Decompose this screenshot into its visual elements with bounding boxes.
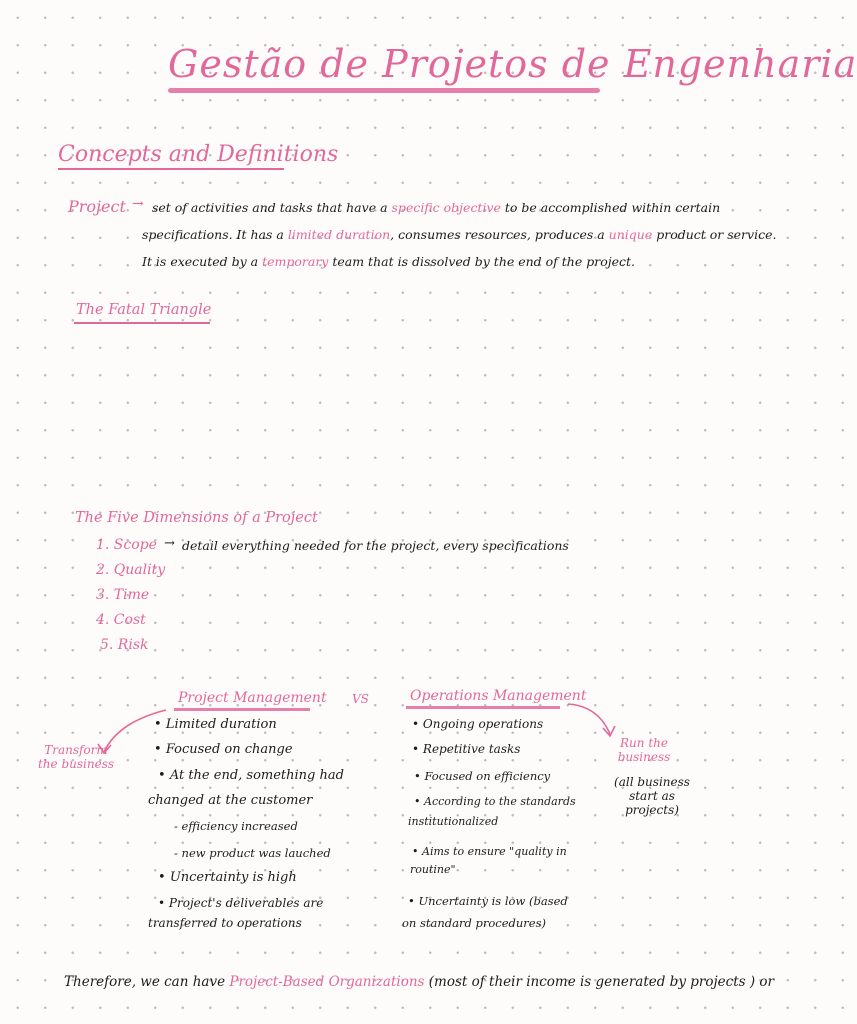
project-management-heading: Project Management <box>178 690 327 706</box>
text-fragment: , consumes resources, produces a <box>390 227 605 242</box>
pm-sub-bullet: - new product was lauched <box>174 846 331 860</box>
bullet-text: At the end, something had <box>169 768 344 783</box>
transform-note: Transform the business <box>37 743 115 771</box>
dimension-item: 4. Cost <box>96 612 146 628</box>
run-business-note: Run the business <box>617 736 671 764</box>
pm-bullet: • Project's deliverables are <box>158 896 324 910</box>
arrow-right-icon: → <box>164 536 175 551</box>
project-term: Project <box>68 197 126 216</box>
bullet-text: Aims to ensure "quality in <box>422 845 567 858</box>
highlight-project-based-organizations: Project-Based Organizations <box>229 974 425 990</box>
om-bullet-continuation: routine" <box>410 863 456 876</box>
bullet-text: Limited duration <box>165 717 277 732</box>
text-fragment: It is executed by a <box>142 254 259 269</box>
om-bullet: • Uncertainty is low (based <box>408 894 568 908</box>
text-fragment: set of activities and tasks that have a <box>152 200 388 215</box>
highlight-specific-objective: specific objective <box>391 200 501 215</box>
pm-bullet: • At the end, something had <box>158 768 344 783</box>
bullet-text: Ongoing operations <box>422 717 544 731</box>
text-fragment: specifications. It has a <box>142 227 284 242</box>
bullet-text: According to the standards <box>424 795 576 808</box>
text-fragment: product or service. <box>656 227 777 242</box>
operations-management-heading: Operations Management <box>410 688 587 704</box>
pm-bullet-continuation: changed at the customer <box>148 793 313 808</box>
highlight-temporary: temporary <box>262 254 329 269</box>
dimension-item: 2. Quality <box>96 562 166 578</box>
arrow-right-icon: → <box>132 196 144 212</box>
fatal-triangle-heading: The Fatal Triangle <box>76 302 212 318</box>
five-dimensions-heading: The Five Dimensions of a Project <box>75 510 318 526</box>
bullet-text: Focused on efficiency <box>424 769 551 783</box>
pm-sub-bullet: - efficiency increased <box>174 819 298 833</box>
pm-bullet: • Uncertainty is high <box>158 870 297 885</box>
footer-line <box>64 976 774 990</box>
pm-bullet-continuation: transferred to operations <box>148 916 302 930</box>
bullet-text: Uncertainty is high <box>169 870 297 885</box>
om-bullet: • According to the standards <box>414 795 576 808</box>
page-title: Gestão de Projetos de Engenharia <box>168 42 857 86</box>
text-fragment: (most of their income is generated by projects ) or <box>428 974 774 990</box>
dimension-item: 1. Scope <box>96 537 157 553</box>
om-bullet: • Aims to ensure "quality in <box>412 845 567 858</box>
bullet-text: Repetitive tasks <box>422 742 521 756</box>
dimension-item: 3. Time <box>96 587 150 603</box>
dimension-item: 5. Risk <box>100 637 149 653</box>
run-business-subnote: (all business start as projects) <box>614 775 690 817</box>
om-bullet: • Ongoing operations <box>412 717 544 731</box>
om-bullet: • Focused on efficiency <box>414 769 551 783</box>
dimension-note: detail everything needed for the project, every specifications <box>182 538 569 553</box>
pm-bullet: • Focused on change <box>154 742 293 757</box>
section-heading-concepts: Concepts and Definitions <box>58 142 339 167</box>
om-bullet-continuation: on standard procedures) <box>402 916 546 930</box>
pm-bullet: • Limited duration <box>154 717 277 732</box>
bullet-text: Project's deliverables are <box>168 896 324 910</box>
text-fragment: Therefore, we can have <box>64 974 226 990</box>
text-fragment: team that is dissolved by the end of the project. <box>332 254 636 269</box>
vs-label: VS <box>352 692 369 706</box>
highlight-unique: unique <box>608 227 653 242</box>
om-bullet: • Repetitive tasks <box>412 742 521 756</box>
bullet-text: Focused on change <box>165 742 293 757</box>
highlight-limited-duration: limited duration <box>287 227 391 242</box>
om-bullet-continuation: institutionalized <box>408 815 499 828</box>
text-fragment: to be accomplished within certain <box>504 200 721 215</box>
bullet-text: Uncertainty is low (based <box>418 894 568 908</box>
